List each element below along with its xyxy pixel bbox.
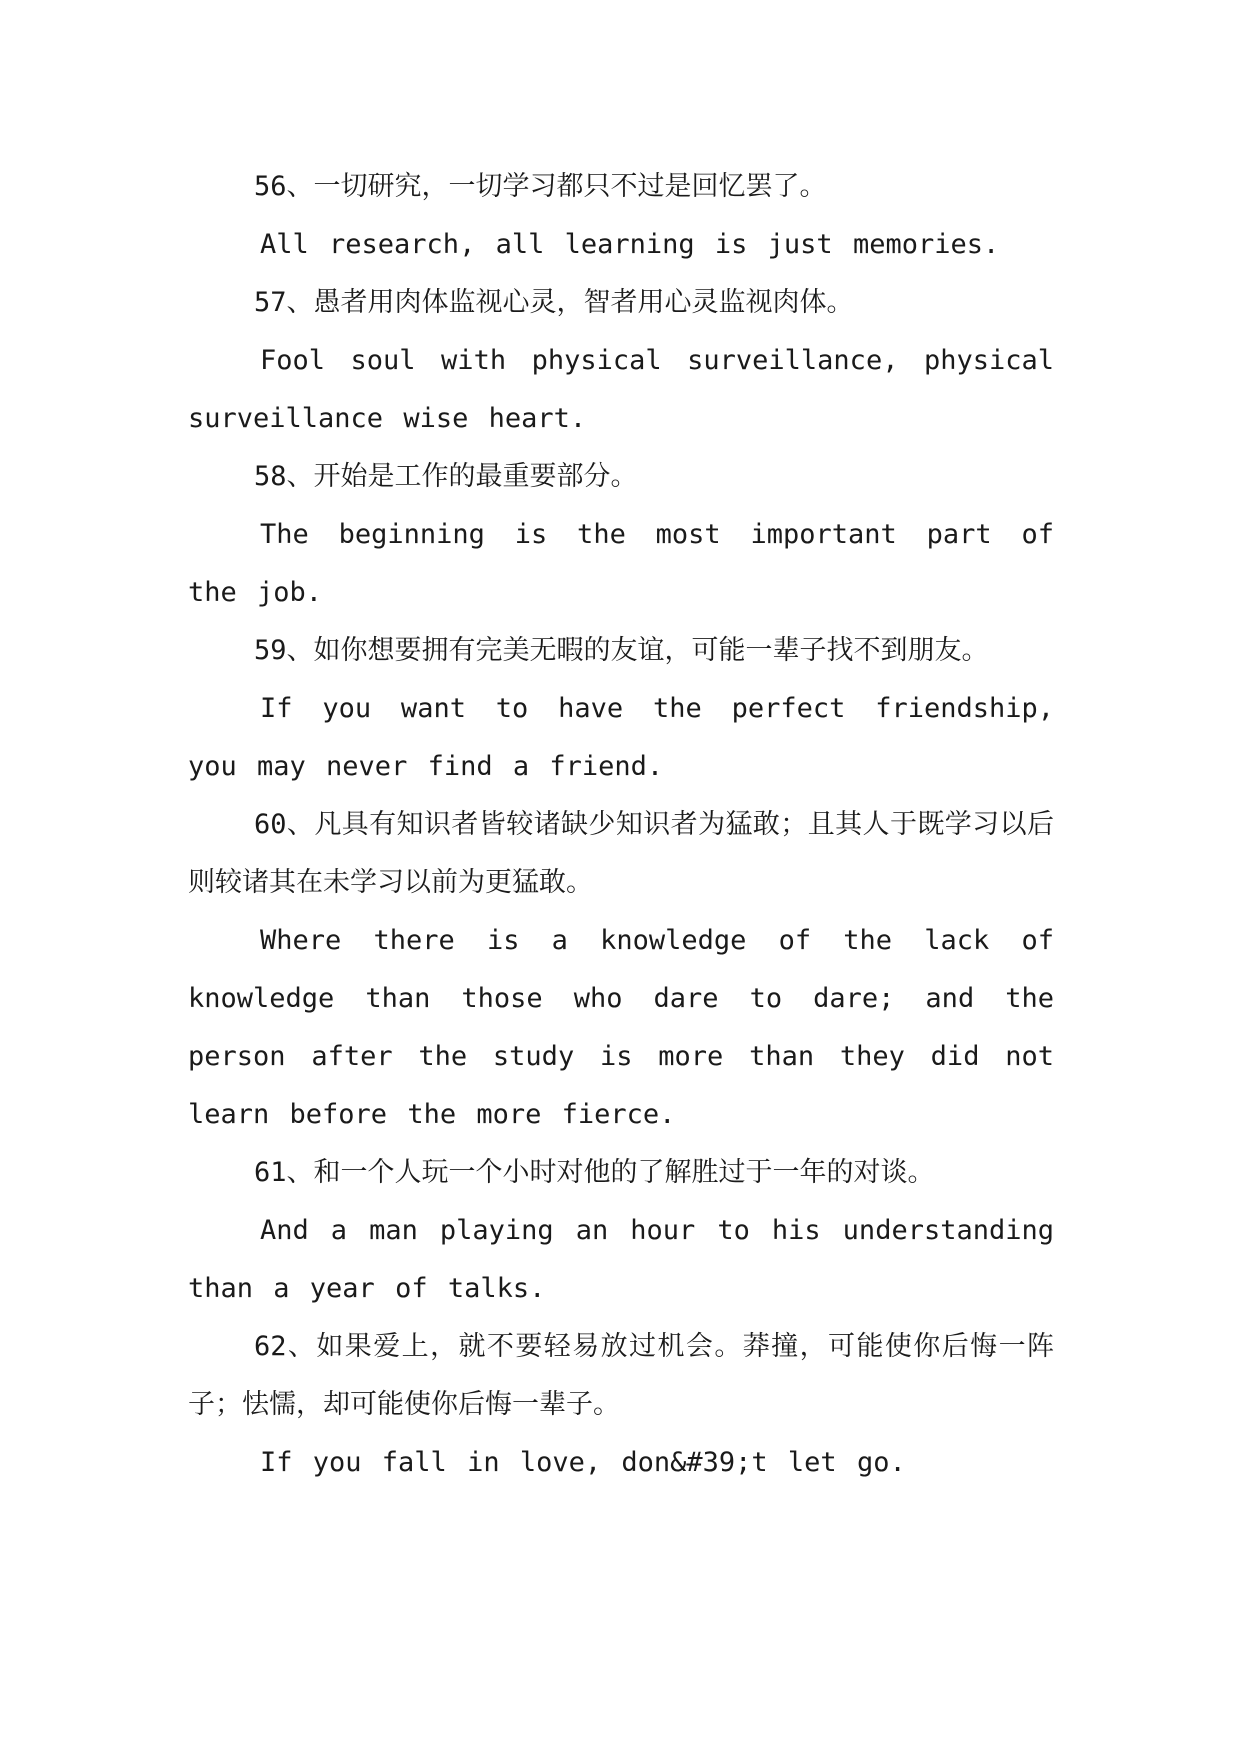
quote-61-zh: 61、和一个人玩一个小时对他的了解胜过于一年的对谈。 xyxy=(254,1157,935,1188)
quote-58-zh: 58、开始是工作的最重要部分。 xyxy=(254,461,638,492)
quote-62-zh: 62、如果爱上，就不要轻易放过机会。莽撞，可能使你后悔一阵子；怯懦，却可能使你后悔一辈子。 xyxy=(188,1331,1054,1420)
quote-56-en: All research, all learning is just memories. xyxy=(260,229,1000,260)
quote-57-zh: 57、愚者用肉体监视心灵，智者用心灵监视肉体。 xyxy=(254,287,854,318)
quote-57-en: Fool soul with physical surveillance, physical surveillance wise heart. xyxy=(188,345,1054,434)
quote-56-zh: 56、一切研究，一切学习都只不过是回忆罢了。 xyxy=(254,171,827,202)
quote-59-zh: 59、如你想要拥有完美无暇的友谊，可能一辈子找不到朋友。 xyxy=(254,635,989,666)
quote-59-en: If you want to have the perfect friendship, you may never find a friend. xyxy=(188,693,1054,782)
quote-62-en: If you fall in love, don&#39;t let go. xyxy=(260,1447,906,1478)
quote-58-en: The beginning is the most important part of the job. xyxy=(188,519,1054,608)
document-page xyxy=(188,158,1054,1492)
quote-60-zh: 60、凡具有知识者皆较诸缺少知识者为猛敢；且其人于既学习以后则较诸其在未学习以前为更猛敢。 xyxy=(188,809,1054,898)
quote-60-en: Where there is a knowledge of the lack of knowledge than those who dare to dare; and the person after the study is more than they did not learn before the more fierce. xyxy=(188,925,1054,1130)
quote-61-en: And a man playing an hour to his understanding than a year of talks. xyxy=(188,1215,1054,1304)
